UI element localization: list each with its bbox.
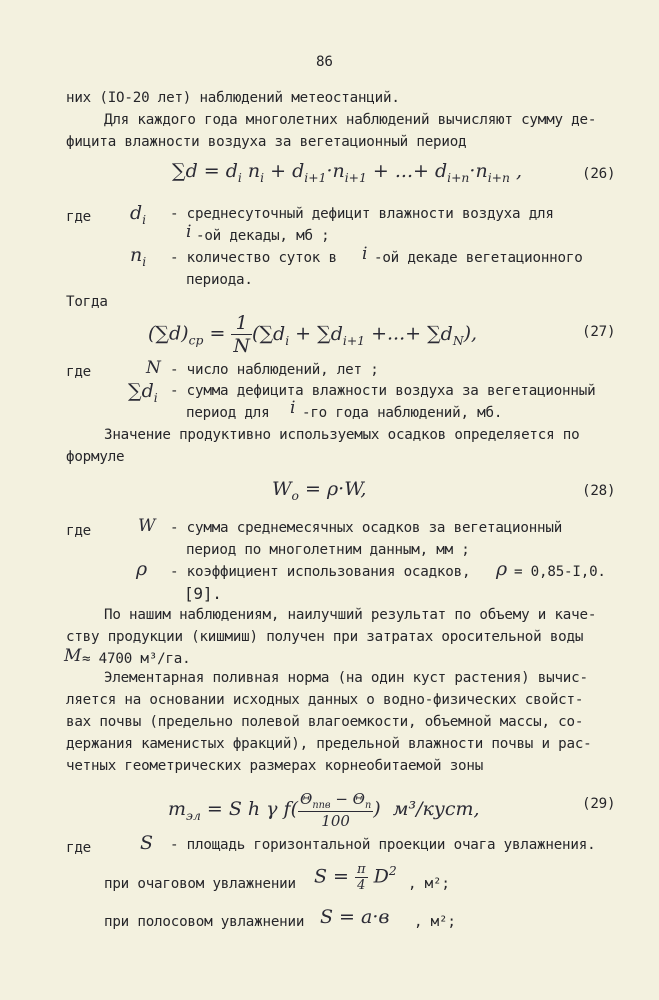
page-number: 86 xyxy=(316,54,333,70)
text-line: - сумма среднемесячных осадков за вегетационный xyxy=(170,520,563,536)
equation-number: (27) xyxy=(582,324,616,340)
text-line: Для каждого года многолетних наблюдений вычисляют сумму де- xyxy=(104,112,597,128)
symbol-N: N xyxy=(146,358,161,378)
where-label: где xyxy=(66,840,92,856)
text-line: держания каменистых фракций), предельной влажности почвы и рас- xyxy=(66,736,592,752)
text-line: - коэффициент использования осадков, xyxy=(170,564,471,580)
equation-27: $(\sum d)_{cp}$ = $\frac{1}{N}$ ($\sum d_i + \sum d_{i+1}$ +...+ $\sum d_N$), xyxy=(148,312,478,357)
text-line: По нашим наблюдениям, наилучший результат по объему и каче- xyxy=(104,607,597,623)
text-line: ляется на основании исходных данных о водно-физических свойст- xyxy=(66,692,584,708)
equation-number: (29) xyxy=(582,796,616,812)
text-line: при очаговом увлажнении xyxy=(104,876,296,892)
text-line: период для xyxy=(186,405,270,421)
text-line: ству продукции (кишмиш) получен при затратах оросительной воды xyxy=(66,629,584,645)
symbol-M: M xyxy=(64,646,82,666)
equation-number: (28) xyxy=(582,483,616,499)
text-line: формуле xyxy=(66,449,125,465)
text-line: фицита влажности воздуха за вегетационный период xyxy=(66,134,467,150)
symbol-W: W xyxy=(138,516,156,536)
formula-focal: S = $\frac{\pi}{4}$ $D^2$ xyxy=(314,862,397,893)
text-line: , м²; xyxy=(408,876,450,892)
text-line: периода. xyxy=(186,272,253,288)
text-line: Значение продуктивно используемых осадков определяется по xyxy=(104,427,580,443)
symbol-i: i xyxy=(186,222,192,242)
text-line: - число наблюдений, лет ; xyxy=(170,362,379,378)
symbol-rho: ρ xyxy=(136,558,148,580)
symbol-sum-di: $\sum d_i$ xyxy=(128,380,158,405)
text-line: период по многолетним данным, мм ; xyxy=(186,542,470,558)
symbol-rho: ρ xyxy=(496,558,508,580)
reference: [9]. xyxy=(184,584,222,603)
equation-number: (26) xyxy=(582,166,616,182)
text-line: = 0,85-I,0. xyxy=(514,564,606,580)
text-line: - среднесуточный дефицит влажности воздуха для xyxy=(170,206,554,222)
symbol-i: i xyxy=(290,398,296,418)
text-line: четных геометрических размерах корнеобитаемой зоны xyxy=(66,758,484,774)
symbol-i: i xyxy=(362,244,368,264)
text-line: - сумма дефицита влажности воздуха за вегетационный xyxy=(170,383,596,399)
text-line: вах почвы (предельно полевой влагоемкости, объемной массы, со- xyxy=(66,714,584,730)
text-line: них (IO-20 лет) наблюдений метеостанций. xyxy=(66,90,400,106)
text-line: -го года наблюдений, мб. xyxy=(302,405,503,421)
symbol-ni: $n_i$ xyxy=(130,244,147,269)
equation-26: $\sum d = d_i$ $n_i + d_{i+1}\cdot n_{i+1}$ + ...+ $d_{i+n}\cdot n_{i+n}$ , xyxy=(172,160,523,185)
symbol-S: S xyxy=(140,832,154,854)
text-line: при полосовом увлажнении xyxy=(104,914,305,930)
text-line: Элементарная поливная норма (на один куст растения) вычис- xyxy=(104,670,588,686)
text-line: ≈ 4700 м³/га. xyxy=(82,651,191,667)
text-line: -ой декаде вегетационного xyxy=(374,250,583,266)
text-line: -ой декады, мб ; xyxy=(196,228,330,244)
where-label: где xyxy=(66,364,92,380)
text-line: - площадь горизонтальной проекции очага увлажнения. xyxy=(170,837,596,853)
where-label: где xyxy=(66,209,92,225)
formula-strip: S = a·в xyxy=(320,906,390,928)
equation-28: $W_o = \rho\cdot W$, xyxy=(272,478,367,503)
where-label: где xyxy=(66,523,92,539)
symbol-di: $d_i$ xyxy=(130,202,147,227)
equation-29: $m_{эл} = S$ h γ f( $\frac{\Theta_{ппв} - \Theta_п}{100}$ ) м³/куст, xyxy=(168,790,480,830)
text-line: , м²; xyxy=(414,914,456,930)
text-line: - количество суток в xyxy=(170,250,337,266)
text-line: Тогда xyxy=(66,294,108,310)
